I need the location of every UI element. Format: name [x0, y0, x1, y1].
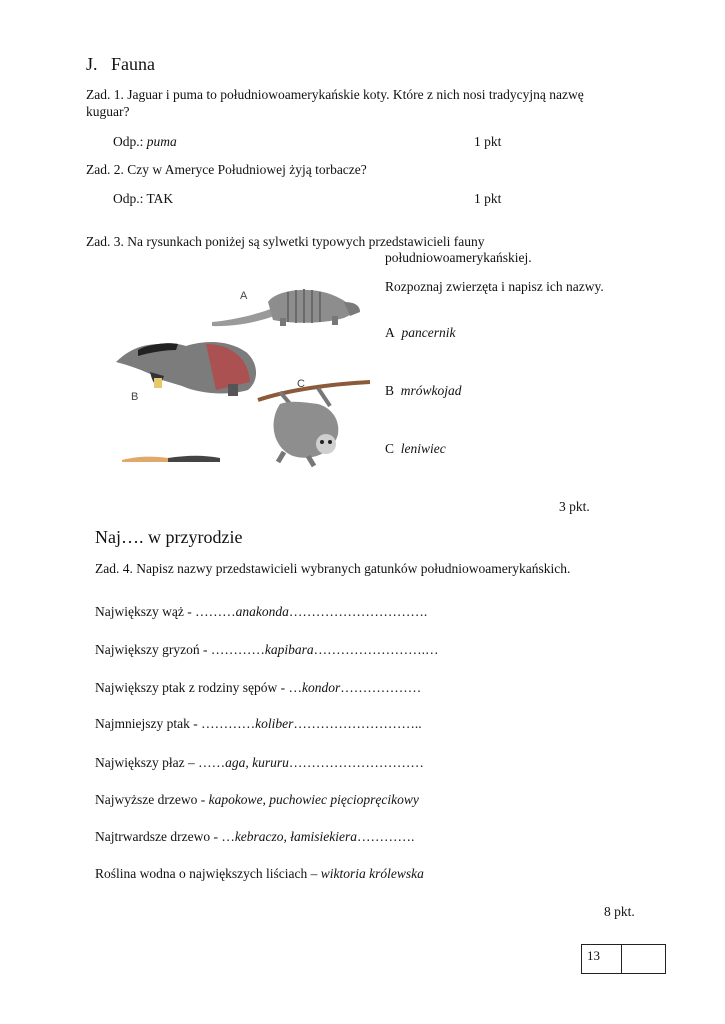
naj-item-answer: aga, kururu	[225, 755, 289, 770]
naj-item-dots-post: …………………….…	[313, 642, 439, 657]
naj-item	[95, 755, 424, 771]
illustration-label-c: C	[297, 378, 305, 390]
naj-item-answer: kapibara	[264, 642, 314, 657]
naj-item-dots-pre: …	[221, 829, 235, 844]
naj-item-answer: kondor	[301, 680, 341, 695]
naj-item-label: Roślina wodna o największych liściach –	[95, 866, 321, 881]
q1-answer: puma	[146, 134, 177, 149]
sloth-silhouette	[258, 382, 370, 466]
naj-item-dots-post: ………………	[340, 680, 422, 695]
section-title: Fauna	[111, 54, 156, 74]
naj-item-dots-post: ………………………….	[288, 604, 428, 619]
page-number: 13	[582, 945, 622, 973]
armadillo-silhouette	[212, 289, 360, 326]
animals-illustration	[108, 272, 378, 468]
q2-points: 1 pkt	[474, 191, 502, 206]
naj-item-answer: koliber	[255, 716, 294, 731]
naj-item-dots-pre: ……	[198, 755, 226, 770]
naj-item	[95, 716, 422, 732]
naj-item-label: Największy wąż -	[95, 604, 196, 619]
naj-item-dots-post: ………….	[357, 829, 415, 844]
q3-answer-a-name: pancernik	[401, 325, 456, 340]
naj-item-answer: kebraczo, łamisiekiera	[234, 829, 358, 844]
q3-answer-a-letter: A	[385, 325, 395, 340]
naj-item-label: Najmniejszy ptak -	[95, 716, 202, 731]
naj-item-label: Największy płaz –	[95, 755, 199, 770]
naj-item-answer: wiktoria królewska	[320, 866, 424, 881]
q3-instruction: Rozpoznaj zwierzęta i napisz ich nazwy.	[385, 279, 604, 294]
naj-item-answer: kapokowe, puchowiec pięciopręcikowy	[208, 792, 419, 807]
q1-answer-prefix: Odp.:	[113, 134, 144, 149]
q3-question: Zad. 3. Na rysunkach poniżej są sylwetki typowych przedstawicieli fauny	[86, 234, 485, 249]
naj-item	[95, 829, 414, 845]
section-letter: J.	[86, 54, 98, 74]
naj-item-label: Największy ptak z rodziny sępów -	[95, 680, 289, 695]
q3-answer-b	[385, 383, 462, 399]
q3-question-cont: południowoamerykańskiej.	[385, 250, 532, 265]
naj-item-dots-pre: ………	[195, 604, 236, 619]
naj-item-dots-post: ………………………..	[293, 716, 422, 731]
naj-item-dots-pre: …………	[210, 642, 265, 657]
q1-points: 1 pkt	[474, 134, 502, 149]
naj-item	[95, 642, 438, 658]
naj-section-title: Naj…. w przyrodzie	[95, 527, 243, 547]
naj-item-label: Największy gryzoń -	[95, 642, 211, 657]
q3-points: 3 pkt.	[559, 499, 590, 514]
naj-item	[95, 680, 421, 696]
q2-answer: TAK	[146, 191, 174, 206]
q3-answer-a	[385, 325, 455, 341]
q3-answer-c	[385, 441, 446, 457]
naj-item-dots-pre: …	[288, 680, 302, 695]
q3-answer-b-name: mrówkojad	[400, 383, 462, 398]
naj-item-dots-post: …………………………	[288, 755, 424, 770]
section-heading	[86, 54, 155, 75]
bottom-partial-silhouette	[122, 456, 220, 462]
naj-item	[95, 866, 424, 882]
q4-question: Zad. 4. Napisz nazwy przedstawicieli wybranych gatunków południowoamerykańskich.	[95, 561, 571, 576]
naj-item-label: Najtrwardsze drzewo -	[95, 829, 222, 844]
q1-question-cont: kuguar?	[86, 104, 130, 119]
q2-answer-prefix: Odp.:	[113, 191, 144, 206]
q2-question: Zad. 2. Czy w Ameryce Południowej żyją torbacze?	[86, 162, 367, 177]
q2-answer-line	[113, 191, 173, 207]
q1-answer-line	[113, 134, 177, 150]
q3-answer-c-letter: C	[385, 441, 395, 456]
naj-item-dots-pre: …………	[201, 716, 256, 731]
naj-item	[95, 604, 427, 620]
anteater-silhouette	[116, 342, 256, 396]
q3-answer-c-name: leniwiec	[400, 441, 446, 456]
score-cell	[622, 945, 665, 973]
illustration-label-b: B	[131, 391, 139, 403]
naj-item	[95, 792, 419, 808]
page-number-box	[581, 944, 666, 974]
naj-item-answer: anakonda	[235, 604, 289, 619]
q3-answer-b-letter: B	[385, 383, 395, 398]
q1-question: Zad. 1. Jaguar i puma to południowoamerykańskie koty. Które z nich nosi tradycyjną nazwę	[86, 87, 584, 102]
naj-item-label: Najwyższe drzewo -	[95, 792, 209, 807]
q4-points: 8 pkt.	[604, 904, 635, 919]
illustration-label-a: A	[240, 290, 248, 302]
